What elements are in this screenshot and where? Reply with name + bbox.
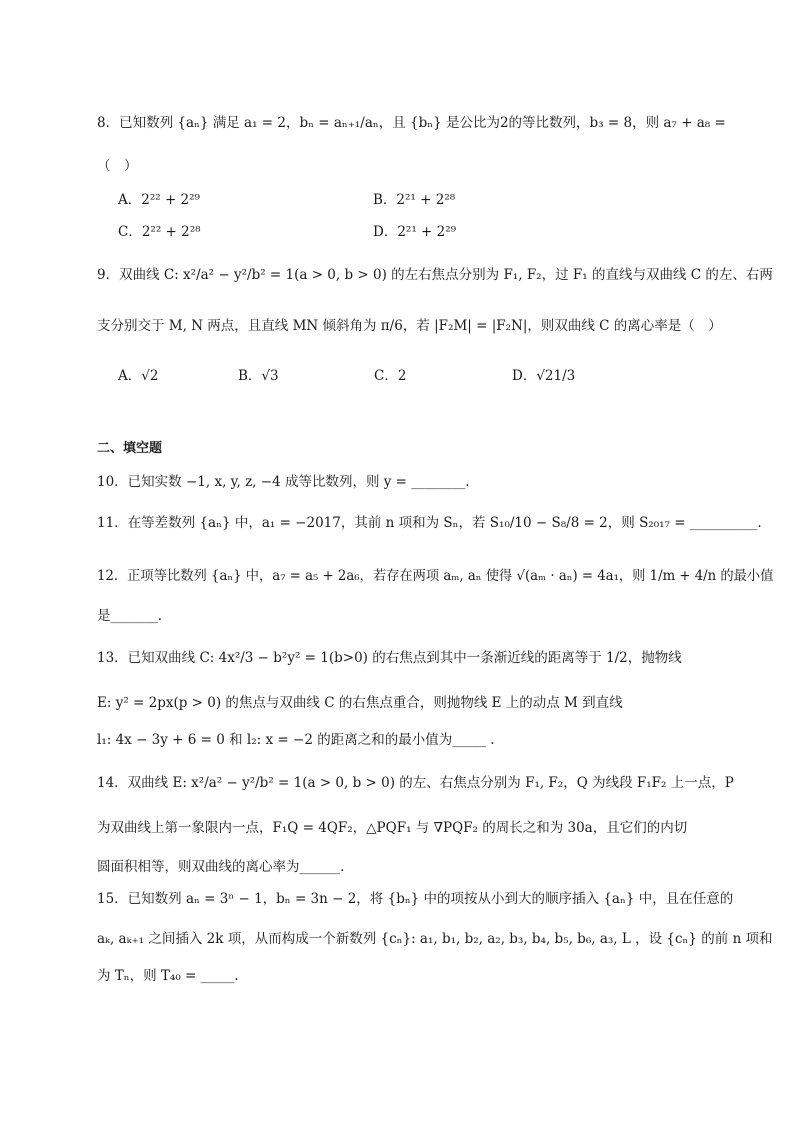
q10-stem: 10．已知实数 −1, x, y, z, −4 成等比数列，则 y = ________. — [97, 474, 470, 490]
q8-option-b: B．2²¹ + 2²⁸ — [373, 192, 456, 208]
section-title: 二、填空题 — [97, 441, 163, 456]
q8-option-a: A．2²² + 2²⁹ — [118, 192, 200, 208]
q12-stem-line1: 12．正项等比数列 {aₙ} 中，a₇ = a₅ + 2a₆，若存在两项 aₘ, aₙ 使得 √(aₘ · aₙ) = 4a₁，则 1/m + 4/n 的最小值 — [97, 568, 774, 584]
q9-stem-line1: 9．双曲线 C: x²/a² − y²/b² = 1(a > 0, b > 0) 的左右焦点分别为 F₁, F₂，过 F₁ 的直线与双曲线 C 的左、右两 — [97, 267, 773, 283]
q13-stem-line2: E: y² = 2px(p > 0) 的焦点与双曲线 C 的右焦点重合，则抛物线 E 上的动点 M 到直线 — [97, 695, 623, 711]
q15-stem-line2: aₖ, aₖ₊₁ 之间插入 2k 项，从而构成一个新数列 {cₙ}: a₁, b₁, b₂, a₂, b₃, b₄, b₅, b₆, a₃, L ，设 {cₙ} 的前 n 项和 — [97, 931, 773, 947]
q13-stem-line3: l₁: 4x − 3y + 6 = 0 和 l₂: x = −2 的距离之和的最小值为_____ . — [97, 732, 495, 748]
q11-stem: 11．在等差数列 {aₙ} 中，a₁ = −2017，其前 n 项和为 Sₙ，若 S₁₀/10 − S₈/8 = 2，则 S₂₀₁₇ = __________. — [97, 515, 762, 531]
q9-option-d: D．√21/3 — [512, 368, 576, 384]
q14-stem-line2: 为双曲线上第一象限内一点，F₁Q = 4QF₂，△PQF₁ 与 ∇PQF₂ 的周长之和为 30a，且它们的内切 — [97, 820, 688, 836]
q8-option-d: D．2²¹ + 2²⁹ — [373, 224, 457, 240]
q14-stem-line3: 圆面积相等，则双曲线的离心率为______. — [97, 859, 345, 875]
q15-stem-line1: 15．已知数列 aₙ = 3ⁿ − 1，bₙ = 3n − 2，将 {bₙ} 中的项按从小到大的顺序插入 {aₙ} 中，且在任意的 — [97, 891, 734, 907]
q14-stem-line1: 14．双曲线 E: x²/a² − y²/b² = 1(a > 0, b > 0) 的左、右焦点分别为 F₁, F₂，Q 为线段 F₁F₂ 上一点，P — [97, 775, 734, 791]
q8-option-c: C．2²² + 2²⁸ — [118, 224, 201, 240]
q9-option-b: B．√3 — [238, 368, 279, 384]
q8-choice-bracket: （ ） — [97, 158, 138, 174]
q9-option-c: C．2 — [374, 368, 407, 384]
q13-stem-line1: 13．已知双曲线 C: 4x²/3 − b²y² = 1(b>0) 的右焦点到其中一条渐近线的距离等于 1/2，抛物线 — [97, 650, 682, 666]
q9-option-a: A．√2 — [118, 368, 159, 384]
q12-stem-line2: 是_______. — [97, 608, 163, 624]
q15-stem-line3: 为 Tₙ，则 T₄₀ = _____. — [97, 968, 239, 984]
q9-stem-line2: 支分别交于 M, N 两点，且直线 MN 倾斜角为 π/6，若 |F₂M| = |F₂N|，则双曲线 C 的离心率是（ ） — [97, 318, 722, 334]
q8-stem: 8．已知数列 {aₙ} 满足 a₁ = 2，bₙ = aₙ₊₁/aₙ，且 {bₙ} 是公比为2的等比数列，b₃ = 8，则 a₇ + a₈ = — [97, 115, 726, 131]
